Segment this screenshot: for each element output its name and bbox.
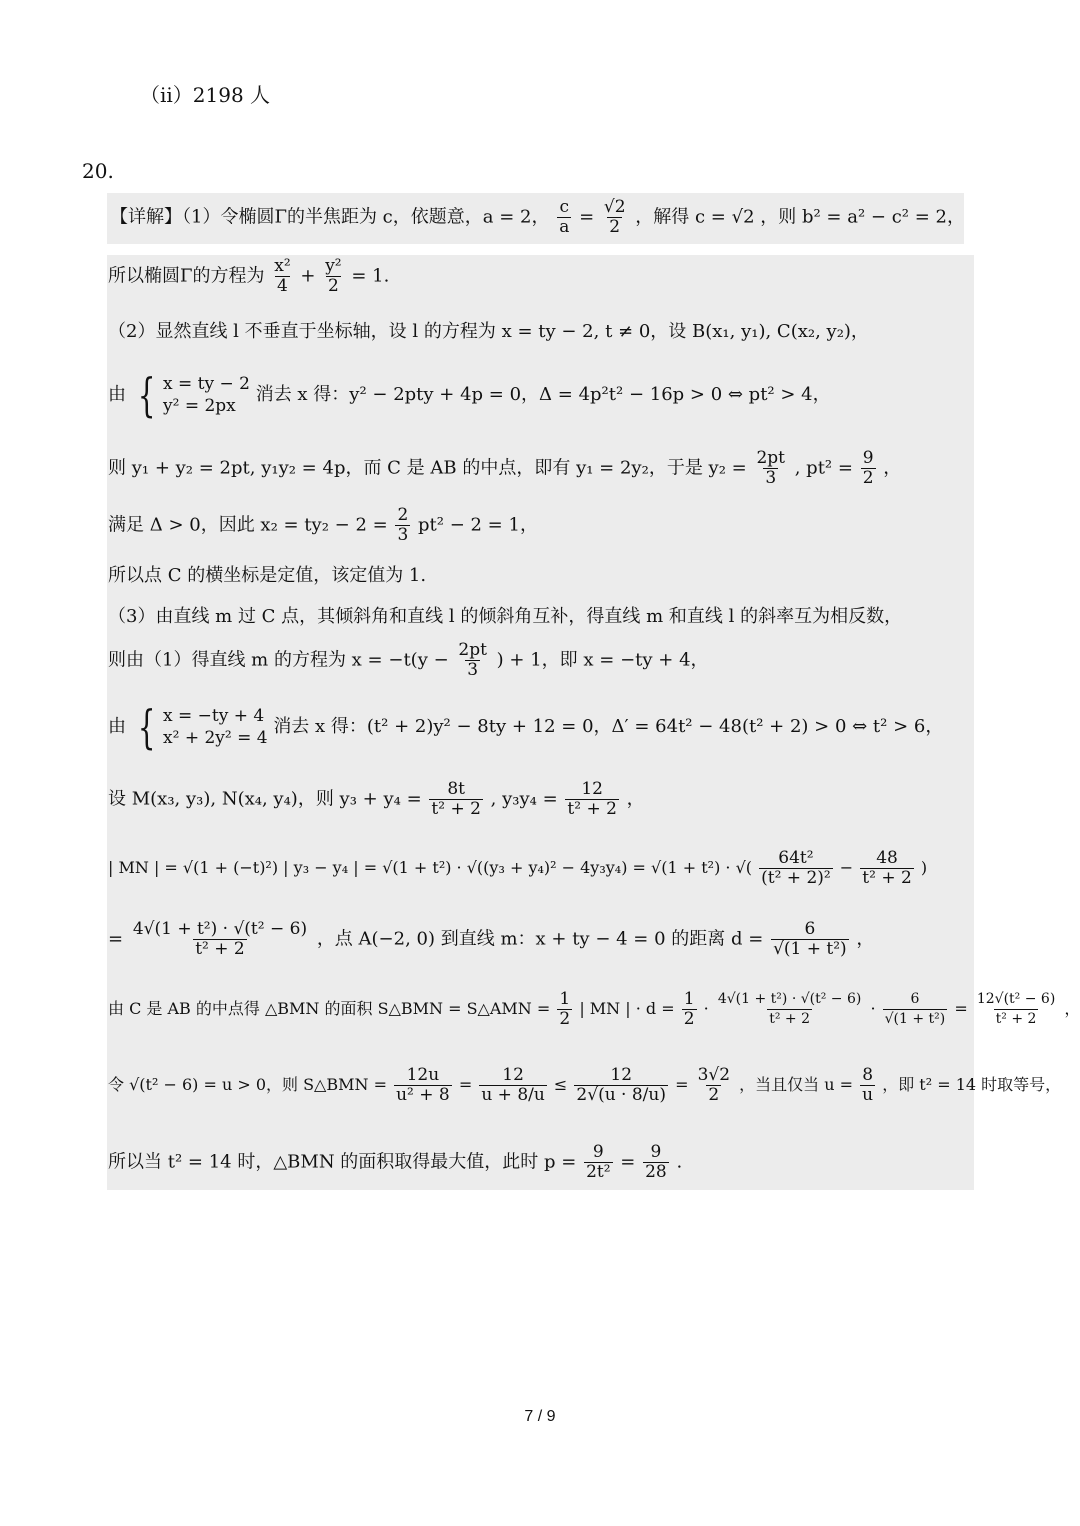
denominator: u bbox=[862, 1085, 874, 1105]
fraction bbox=[643, 1143, 669, 1182]
equals: = bbox=[458, 1075, 473, 1094]
denominator: 2√(u · 8/u) bbox=[576, 1085, 666, 1105]
numerator: 8t bbox=[447, 779, 465, 799]
text: 满足 Δ > 0，因此 x₂ = ty₂ − 2 = bbox=[108, 514, 388, 536]
text: ) + 1，即 x = −ty + 4， bbox=[496, 649, 709, 671]
text: , y₃y₄ = bbox=[490, 788, 558, 810]
numerator: 9 bbox=[592, 1142, 604, 1162]
text: ，即 t² = 14 时取等号， bbox=[882, 1075, 1062, 1094]
numerator: √2 bbox=[603, 197, 626, 217]
text: | MN | · d = bbox=[579, 999, 675, 1018]
solution-line-1 bbox=[110, 198, 965, 237]
numerator: 9 bbox=[650, 1142, 662, 1162]
system-line: y² = 2px bbox=[163, 396, 236, 416]
denominator: 4 bbox=[277, 276, 288, 296]
equals: = bbox=[954, 999, 968, 1018]
denominator: t² + 2 bbox=[769, 1011, 810, 1027]
solution-line-5 bbox=[108, 449, 901, 488]
numerator: 9 bbox=[862, 448, 874, 468]
fraction bbox=[272, 257, 292, 296]
denominator: √(1 + t²) bbox=[773, 939, 847, 959]
text: ， bbox=[856, 928, 875, 950]
denominator: t² + 2 bbox=[567, 799, 617, 819]
numerator: 6 bbox=[804, 919, 816, 939]
fraction bbox=[754, 449, 787, 488]
numerator: 12 bbox=[581, 779, 603, 799]
minus: − bbox=[839, 858, 854, 877]
solution-line-9 bbox=[108, 641, 709, 680]
page-number: 7 / 9 bbox=[524, 1408, 556, 1425]
numerator: c bbox=[559, 197, 570, 217]
denominator: 2 bbox=[708, 1085, 720, 1105]
text: ，解得 c = √2 ，则 b² = a² − c² = 2， bbox=[635, 206, 965, 228]
text: ， bbox=[1064, 999, 1080, 1018]
text: ， bbox=[883, 457, 902, 479]
text: 所以当 t² = 14 时，△BMN 的面积取得最大值，此时 p = bbox=[108, 1151, 577, 1173]
fraction bbox=[975, 990, 1057, 1029]
solution-line-12 bbox=[108, 849, 927, 888]
denominator: 3 bbox=[467, 660, 479, 680]
solution-line-10 bbox=[108, 700, 944, 754]
numerator: 1 bbox=[683, 989, 695, 1009]
numerator: 12u bbox=[406, 1065, 440, 1085]
numerator: 2pt bbox=[756, 448, 785, 468]
fraction bbox=[394, 1066, 452, 1105]
numerator: 2 bbox=[397, 505, 409, 525]
numerator: 12 bbox=[610, 1065, 633, 1085]
denominator: t² + 2 bbox=[431, 799, 481, 819]
equals: = bbox=[675, 1075, 689, 1094]
text: 设 M(x₃, y₃), N(x₄, y₄)，则 y₃ + y₄ = bbox=[108, 788, 422, 810]
solution-line-11 bbox=[108, 780, 645, 819]
text: 消去 x 得：y² − 2pty + 4p = 0，Δ = 4p²t² − 16p > 0 ⇔ pt² > 4， bbox=[255, 384, 831, 405]
text: 由 C 是 AB 的中点得 △BMN 的面积 S△BMN = S△AMN = bbox=[108, 999, 551, 1018]
numerator: 4√(1 + t²) · √(t² − 6) bbox=[132, 919, 308, 939]
fraction bbox=[131, 920, 309, 959]
numerator: 12 bbox=[502, 1065, 524, 1085]
numerator: 8 bbox=[862, 1065, 874, 1085]
solution-line-15 bbox=[108, 1066, 1061, 1105]
solution-line-6 bbox=[108, 506, 538, 545]
dot: · bbox=[703, 999, 709, 1018]
denominator: 2t² bbox=[586, 1162, 611, 1182]
fraction bbox=[860, 849, 914, 888]
denominator: t² + 2 bbox=[862, 868, 912, 888]
fraction bbox=[883, 990, 948, 1029]
denominator: a bbox=[559, 217, 570, 237]
numerator: 48 bbox=[876, 848, 898, 868]
fraction-c-over-a bbox=[557, 198, 571, 237]
denominator: 2 bbox=[683, 1009, 695, 1029]
left-brace-icon: { bbox=[137, 368, 156, 422]
numerator: 6 bbox=[910, 991, 920, 1007]
text: ) bbox=[920, 858, 928, 877]
equation-system bbox=[132, 700, 268, 754]
text: 令 √(t² − 6) = u > 0，则 S△BMN = bbox=[108, 1075, 387, 1094]
text: 【详解】（1）令椭圆Γ的半焦距为 c，依题意，a = 2， bbox=[110, 206, 550, 228]
denominator: u² + 8 bbox=[396, 1085, 450, 1105]
system-line: x = ty − 2 bbox=[163, 374, 250, 394]
fraction bbox=[565, 780, 619, 819]
system-line: x² + 2y² = 4 bbox=[163, 728, 268, 748]
fraction bbox=[759, 849, 833, 888]
denominator: t² + 2 bbox=[195, 939, 245, 959]
fraction bbox=[771, 920, 849, 959]
question-number: 20. bbox=[82, 159, 114, 183]
equals: = bbox=[620, 1151, 636, 1173]
numerator: 12√(t² − 6) bbox=[976, 991, 1056, 1007]
numerator: 3√2 bbox=[697, 1065, 731, 1085]
equation-system bbox=[132, 368, 250, 422]
equals: = bbox=[579, 206, 595, 228]
text: ， bbox=[626, 788, 645, 810]
text: . bbox=[676, 1151, 683, 1173]
text: ，点 A(−2, 0) 到直线 m：x + ty − 4 = 0 的距离 d = bbox=[316, 928, 764, 950]
text: = 1. bbox=[351, 265, 390, 287]
text: ，当且仅当 u = bbox=[739, 1075, 854, 1094]
fraction bbox=[682, 990, 697, 1029]
denominator: t² + 2 bbox=[995, 1011, 1037, 1027]
fraction-root2-over-2 bbox=[602, 198, 628, 237]
numerator: 4√(1 + t²) · √(t² − 6) bbox=[717, 991, 862, 1007]
text: | MN | = √(1 + (−t)²) | y₃ − y₄ | = √(1 + t²) · √((y₃ + y₄)² − 4y₃y₄) = √(1 + t²) · √( bbox=[108, 858, 753, 877]
text: 则 y₁ + y₂ = 2pt, y₁y₂ = 4p，而 C 是 AB 的中点，即有 y₁ = 2y₂，于是 y₂ = bbox=[108, 457, 747, 479]
denominator: 2 bbox=[862, 468, 874, 488]
fraction bbox=[584, 1143, 612, 1182]
numerator: 1 bbox=[559, 989, 571, 1009]
solution-line-3: （2）显然直线 l 不垂直于坐标轴，设 l 的方程为 x = ty − 2, t ≠ 0，设 B(x₁, y₁), C(x₂, y₂)， bbox=[108, 321, 869, 342]
less-equal: ≤ bbox=[553, 1075, 568, 1094]
fraction bbox=[716, 990, 864, 1029]
solution-line-7: 所以点 C 的横坐标是定值，该定值为 1. bbox=[108, 565, 427, 586]
denominator: 2 bbox=[609, 217, 621, 237]
fraction bbox=[860, 1066, 875, 1105]
denominator: √(1 + t²) bbox=[884, 1011, 946, 1027]
solution-line-14 bbox=[108, 990, 1080, 1029]
fraction bbox=[323, 257, 343, 296]
fraction bbox=[479, 1066, 547, 1105]
text: pt² − 2 = 1， bbox=[418, 514, 538, 536]
denominator: 2 bbox=[559, 1009, 571, 1029]
denominator: 2 bbox=[328, 276, 339, 296]
solution-line-13 bbox=[108, 920, 874, 959]
text: 消去 x 得：(t² + 2)y² − 8ty + 12 = 0，Δ′ = 64t² − 48(t² + 2) > 0 ⇔ t² > 6， bbox=[273, 716, 944, 737]
fraction bbox=[696, 1066, 732, 1105]
denominator: 3 bbox=[765, 468, 777, 488]
numerator: y² bbox=[325, 256, 342, 276]
denominator: 3 bbox=[397, 525, 409, 545]
solution-line-4 bbox=[108, 368, 831, 422]
solution-line-2 bbox=[108, 257, 389, 296]
left-brace-icon: { bbox=[137, 700, 156, 754]
dot: · bbox=[870, 999, 876, 1018]
numerator: x² bbox=[274, 256, 291, 276]
text: , pt² = bbox=[794, 457, 853, 479]
fraction bbox=[395, 506, 410, 545]
system-line: x = −ty + 4 bbox=[163, 706, 265, 726]
equals: = bbox=[108, 928, 124, 950]
text: 所以椭圆Γ的方程为 bbox=[108, 265, 265, 287]
fraction bbox=[574, 1066, 668, 1105]
denominator: u + 8/u bbox=[481, 1085, 545, 1105]
numerator: 64t² bbox=[778, 848, 814, 868]
solution-line-16 bbox=[108, 1143, 682, 1182]
text: 由 bbox=[108, 716, 126, 737]
fraction bbox=[557, 990, 572, 1029]
numerator: 2pt bbox=[458, 640, 487, 660]
solution-line-8: （3）由直线 m 过 C 点，其倾斜角和直线 l 的倾斜角互补，得直线 m 和直线 l 的斜率互为相反数， bbox=[108, 606, 903, 627]
fraction bbox=[429, 780, 483, 819]
answer-ii: （ii）2198 人 bbox=[140, 83, 271, 107]
denominator: (t² + 2)² bbox=[761, 868, 831, 888]
text: 则由（1）得直线 m 的方程为 x = −t(y − bbox=[108, 649, 449, 671]
plus: + bbox=[300, 265, 316, 287]
text: 由 bbox=[108, 384, 126, 405]
fraction bbox=[861, 449, 876, 488]
denominator: 28 bbox=[645, 1162, 667, 1182]
fraction bbox=[456, 641, 489, 680]
